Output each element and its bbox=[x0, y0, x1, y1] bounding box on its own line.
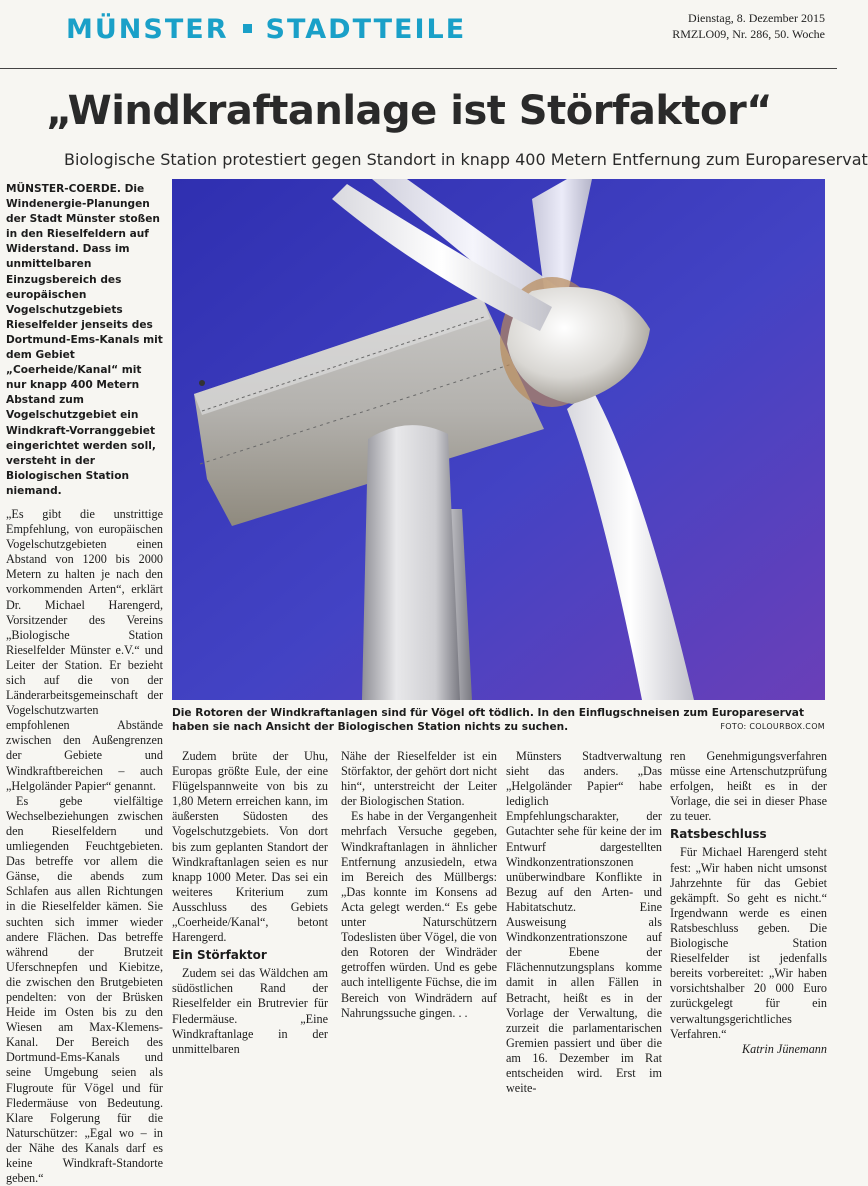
column-5-paragraph-2: Für Michael Harengerd steht fest: „Wir haben nicht umsonst Jahrzehnte für das Gebiet gekämpft. So geht es nicht.“ Irgendwann werde es einen Ratsbeschluss geben. Die Biologische Station Rieselfelder ist jedenfalls bereits vorbereitet: „Wir haben vorsichtshalber 20 000 Euro zurückgelegt für ein verwaltungsgerichtliches Verfahren.“ bbox=[670, 845, 827, 1041]
column-1-paragraph-2: Es gebe vielfältige Wechselbeziehungen zwischen den Rieselfeldern und umliegenden Feuchtgebieten. Das betreffe vor allem die Gänse, die abends zum Schlafen aus allen Richtungen in die Rieselfelder kämen. Sie suchten sich immer wieder andere Flächen. Das betreffe während der Brutzeit Uferschnepfen und Kiebitze, die zwischen den Brutgebieten pendelten: von der Brüsken Heide im Osten bis zu den Wiesen am Max-Klemens-Kanal. Der Bereich des Dortmund-Ems-Kanals und seine Umgebung seien als Flugroute für Vögel und für Fledermäuse von Bedeutung. Klare Folgerung für die Naturschützer: „Egal wo – in der Nähe des Kanals darf es keine Windkraft-Standorte geben.“ bbox=[6, 793, 163, 1186]
column-3-paragraph-1: Nähe der Rieselfelder ist ein Störfaktor, der gehört dort nicht hin“, unterstreicht der Leiter der Biologischen Station. bbox=[341, 749, 497, 809]
column-3 bbox=[341, 749, 497, 1024]
column-2-paragraph-1: Zudem brüte der Uhu, Europas größte Eule, der eine Flügelspannweite von bis zu 1,80 Metern erreichen kann, im äußersten Südosten des Vogelschutzgebiets. Von dort bis zum geplanten Standort der Windkraftanlagen seien es nur knapp 1000 Meter. Das sei ein weiteres Kriterium zum Ausschluss des Gebiets „Coerheide/Kanal“, betont Harengerd. bbox=[172, 749, 328, 945]
caption-text: Die Rotoren der Windkraftanlagen sind für Vögel oft tödlich. In den Einflugschneisen zum Europareservat haben sie nach Ansicht der Biologischen Station nichts zu suchen. bbox=[172, 707, 805, 733]
column-5-paragraph-1: ren Genehmigungsverfahren müsse eine Artenschutzprüfung erfolgen, heißt es in der Vorlage, die sei in dieser Phase zu teuer. bbox=[670, 749, 827, 824]
subheadline: Biologische Station protestiert gegen Standort in knapp 400 Metern Entfernung zum Europareservat bbox=[64, 150, 868, 169]
wind-turbine-illustration bbox=[172, 179, 825, 700]
photo-caption bbox=[172, 706, 825, 734]
masthead-rule bbox=[0, 68, 837, 69]
dateline bbox=[672, 10, 825, 42]
masthead bbox=[0, 0, 837, 70]
photo-credit: FOTO: COLOURBOX.COM bbox=[720, 722, 825, 731]
column-4-paragraph-1: Münsters Stadtverwaltung sieht das anders. „Das „Helgoländer Papier“ habe lediglich Empfehlungscharakter, der Gutachter sehe für keine der im Entwurf dargestellten Windkonzentrationszonen unüberwindbare Konflikte in Bezug auf den Arten- und Habitatschutz. Eine Ausweisung als Windkonzentrationszone auf der Ebene der Flächennutzungsplans komme damit in allen Fällen in Betracht, heißt es in der Vorlage der Verwaltung, die zurzeit die parlamentarischen Gremien passiert und über die am 16. Dezember im Rat entscheiden wird. Erst im weite- bbox=[506, 749, 662, 1096]
section-name-stadtteile: STADTTEILE bbox=[265, 14, 467, 45]
subheading-stoerfaktor: Ein Störfaktor bbox=[172, 948, 267, 963]
issue-edition: RMZLO09, Nr. 286, 50. Woche bbox=[672, 27, 825, 41]
column-2 bbox=[172, 749, 328, 1056]
section-title bbox=[66, 14, 466, 45]
subheading-ratsbeschluss: Ratsbeschluss bbox=[670, 827, 767, 842]
column-3-paragraph-2: Es habe in der Vergangenheit mehrfach Versuche gegeben, Windkraftanlagen in ähnlicher Entfernung anzusiedeln, etwa im Bereich des Müllbergs: „Das konnte im Konsens ad Acta gelegt werden.“ Es gebe unter Naturschützern Todeslisten über Vögel, die von den Rotoren der Windräder getroffen würden. Und es gebe auch intelligente Füchse, die im Bereich von Windrädern auf Nahrungssuche gingen. . . bbox=[341, 809, 497, 1020]
section-separator-square bbox=[243, 24, 252, 33]
column-1-paragraph-1: „Es gibt die unstrittige Empfehlung, von europäischen Vogelschutzgebieten einen Abstand von 1200 bis 2000 Metern zu halten je nach den vorkommenden Arten“, erklärt Dr. Michael Harengerd, Vorsitzender des Vereins „Biologische Station Rieselfelder Münster e.V.“ und Leiter der Station. Er bezieht sich auf die von der Länderarbeitsgemeinschaft der Vogelschutzwarten empfohlenen Abstände zwischen den Außengrenzen der Gebiete und Windkraftbereichen – auch „Helgoländer Papier“ genannt. bbox=[6, 506, 163, 793]
issue-date: Dienstag, 8. Dezember 2015 bbox=[688, 11, 825, 25]
lead-paragraph: MÜNSTER-COERDE. Die Windenergie-Planungen der Stadt Münster stoßen in den Rieselfeldern auf Widerstand. Dass im unmittelbaren Einzugsbereich des europäischen Vogelschutzgebiets Rieselfelder jenseits des Dortmund-Ems-Kanals mit dem Gebiet „Coerheide/Kanal“ mit nur knapp 400 Metern Abstand zum Vogelschutzgebiet ein Windkraft-Vorranggebiet eingerichtet werden soll, versteht in der Biologischen Station niemand. bbox=[6, 183, 163, 497]
column-1 bbox=[6, 182, 163, 1186]
column-2-paragraph-2: Zudem sei das Wäldchen am südöstlichen Rand der Rieselfelder ein Brutrevier für Fledermäuse. „Eine Windkraftanlage in der unmittelbaren bbox=[172, 966, 328, 1056]
wind-turbine-photo bbox=[172, 179, 825, 700]
author-name: Katrin Jünemann bbox=[742, 1041, 827, 1056]
column-4 bbox=[506, 749, 662, 1096]
column-5 bbox=[670, 749, 827, 1056]
headline: „Windkraftanlage ist Störfaktor“ bbox=[46, 88, 773, 134]
section-name-muenster: MÜNSTER bbox=[66, 14, 229, 45]
